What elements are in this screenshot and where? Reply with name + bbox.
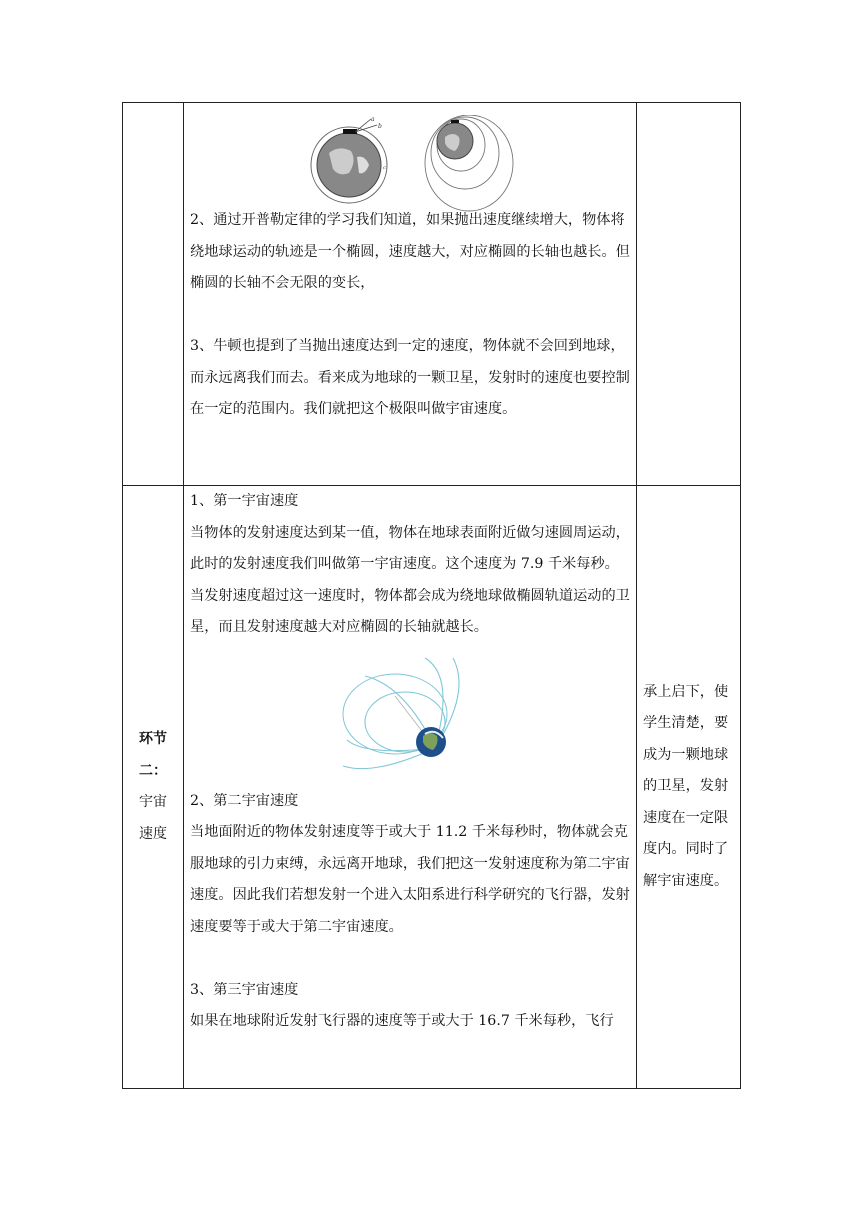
section-cell-empty: [123, 103, 184, 486]
paragraph-3: 3、牛顿也提到了当抛出速度达到一定的速度，物体就不会回到地球，而永远离我们而去。看来成为地球的一颗卫星，发射时的速度也要控制在一定的范围内。我们就把这个极限叫做宇宙速度。: [190, 338, 630, 417]
orbit-figure: [190, 644, 630, 786]
table-row: [123, 486, 741, 1089]
lesson-table: [122, 102, 741, 1089]
section-label-line2: 二：: [139, 762, 167, 779]
second-cosmic-velocity-title: 2、第二宇宙速度: [190, 792, 299, 809]
content-cell: [184, 103, 637, 486]
first-cosmic-velocity-title: 1、第一宇宙速度: [190, 493, 299, 509]
content-cell: [184, 486, 637, 1089]
globe-figure-right: [421, 115, 521, 215]
paragraph-2: 2、通过开普勒定律的学习我们知道，如果抛出速度继续增大，物体将绕地球运动的轨迹是一个椭圆，速度越大，对应椭圆的长轴也越长。但椭圆的长轴不会无限的变长，: [190, 212, 630, 291]
teaching-note: 承上启下，使学生清楚，要成为一颗地球的卫星，发射速度在一定限度内。同时了解宇宙速度。: [643, 683, 729, 889]
section-label-line1: 环节: [139, 731, 167, 747]
note-cell: [637, 486, 741, 1089]
second-cosmic-velocity-text: 当地面附近的物体发射速度等于或大于 11.2 千米每秒时，物体就会克服地球的引力束缚，永远离开地球，我们把这一发射速度称为第二宇宙速度。因此我们若想发射一个进入太阳系进行科学研究的飞行器，发射速度要等于或大于第二宇宙速度。: [190, 824, 630, 935]
third-cosmic-velocity-title: 3、第三宇宙速度: [190, 981, 299, 998]
section-label-line3: 宇宙: [139, 794, 167, 810]
globe-figure-left: [299, 115, 409, 205]
section-cell: [123, 486, 184, 1089]
fig-label-b: b: [378, 123, 382, 130]
first-cosmic-velocity-text: 当物体的发射速度达到某一值，物体在地球表面附近做匀速圆周运动，此时的发射速度我们叫做第一宇宙速度。这个速度为 7.9 千米每秒。当发射速度超过这一速度时，物体都会成为绕地球做椭圆轨道运动的卫星，而且发射速度越大对应椭圆的长轴就越长。: [190, 524, 630, 635]
table-row: [123, 103, 741, 486]
note-cell-empty: [637, 103, 741, 486]
section-label: [123, 724, 183, 850]
third-cosmic-velocity-text: 如果在地球附近发射飞行器的速度等于或大于 16.7 千米每秒，飞行: [190, 1013, 614, 1029]
orbit-diagram: [335, 656, 485, 784]
fig-label-c: c: [383, 165, 386, 171]
section-label-line4: 速度: [139, 825, 167, 842]
fig-label-a: a: [371, 116, 375, 123]
globe-figures: [190, 103, 630, 205]
